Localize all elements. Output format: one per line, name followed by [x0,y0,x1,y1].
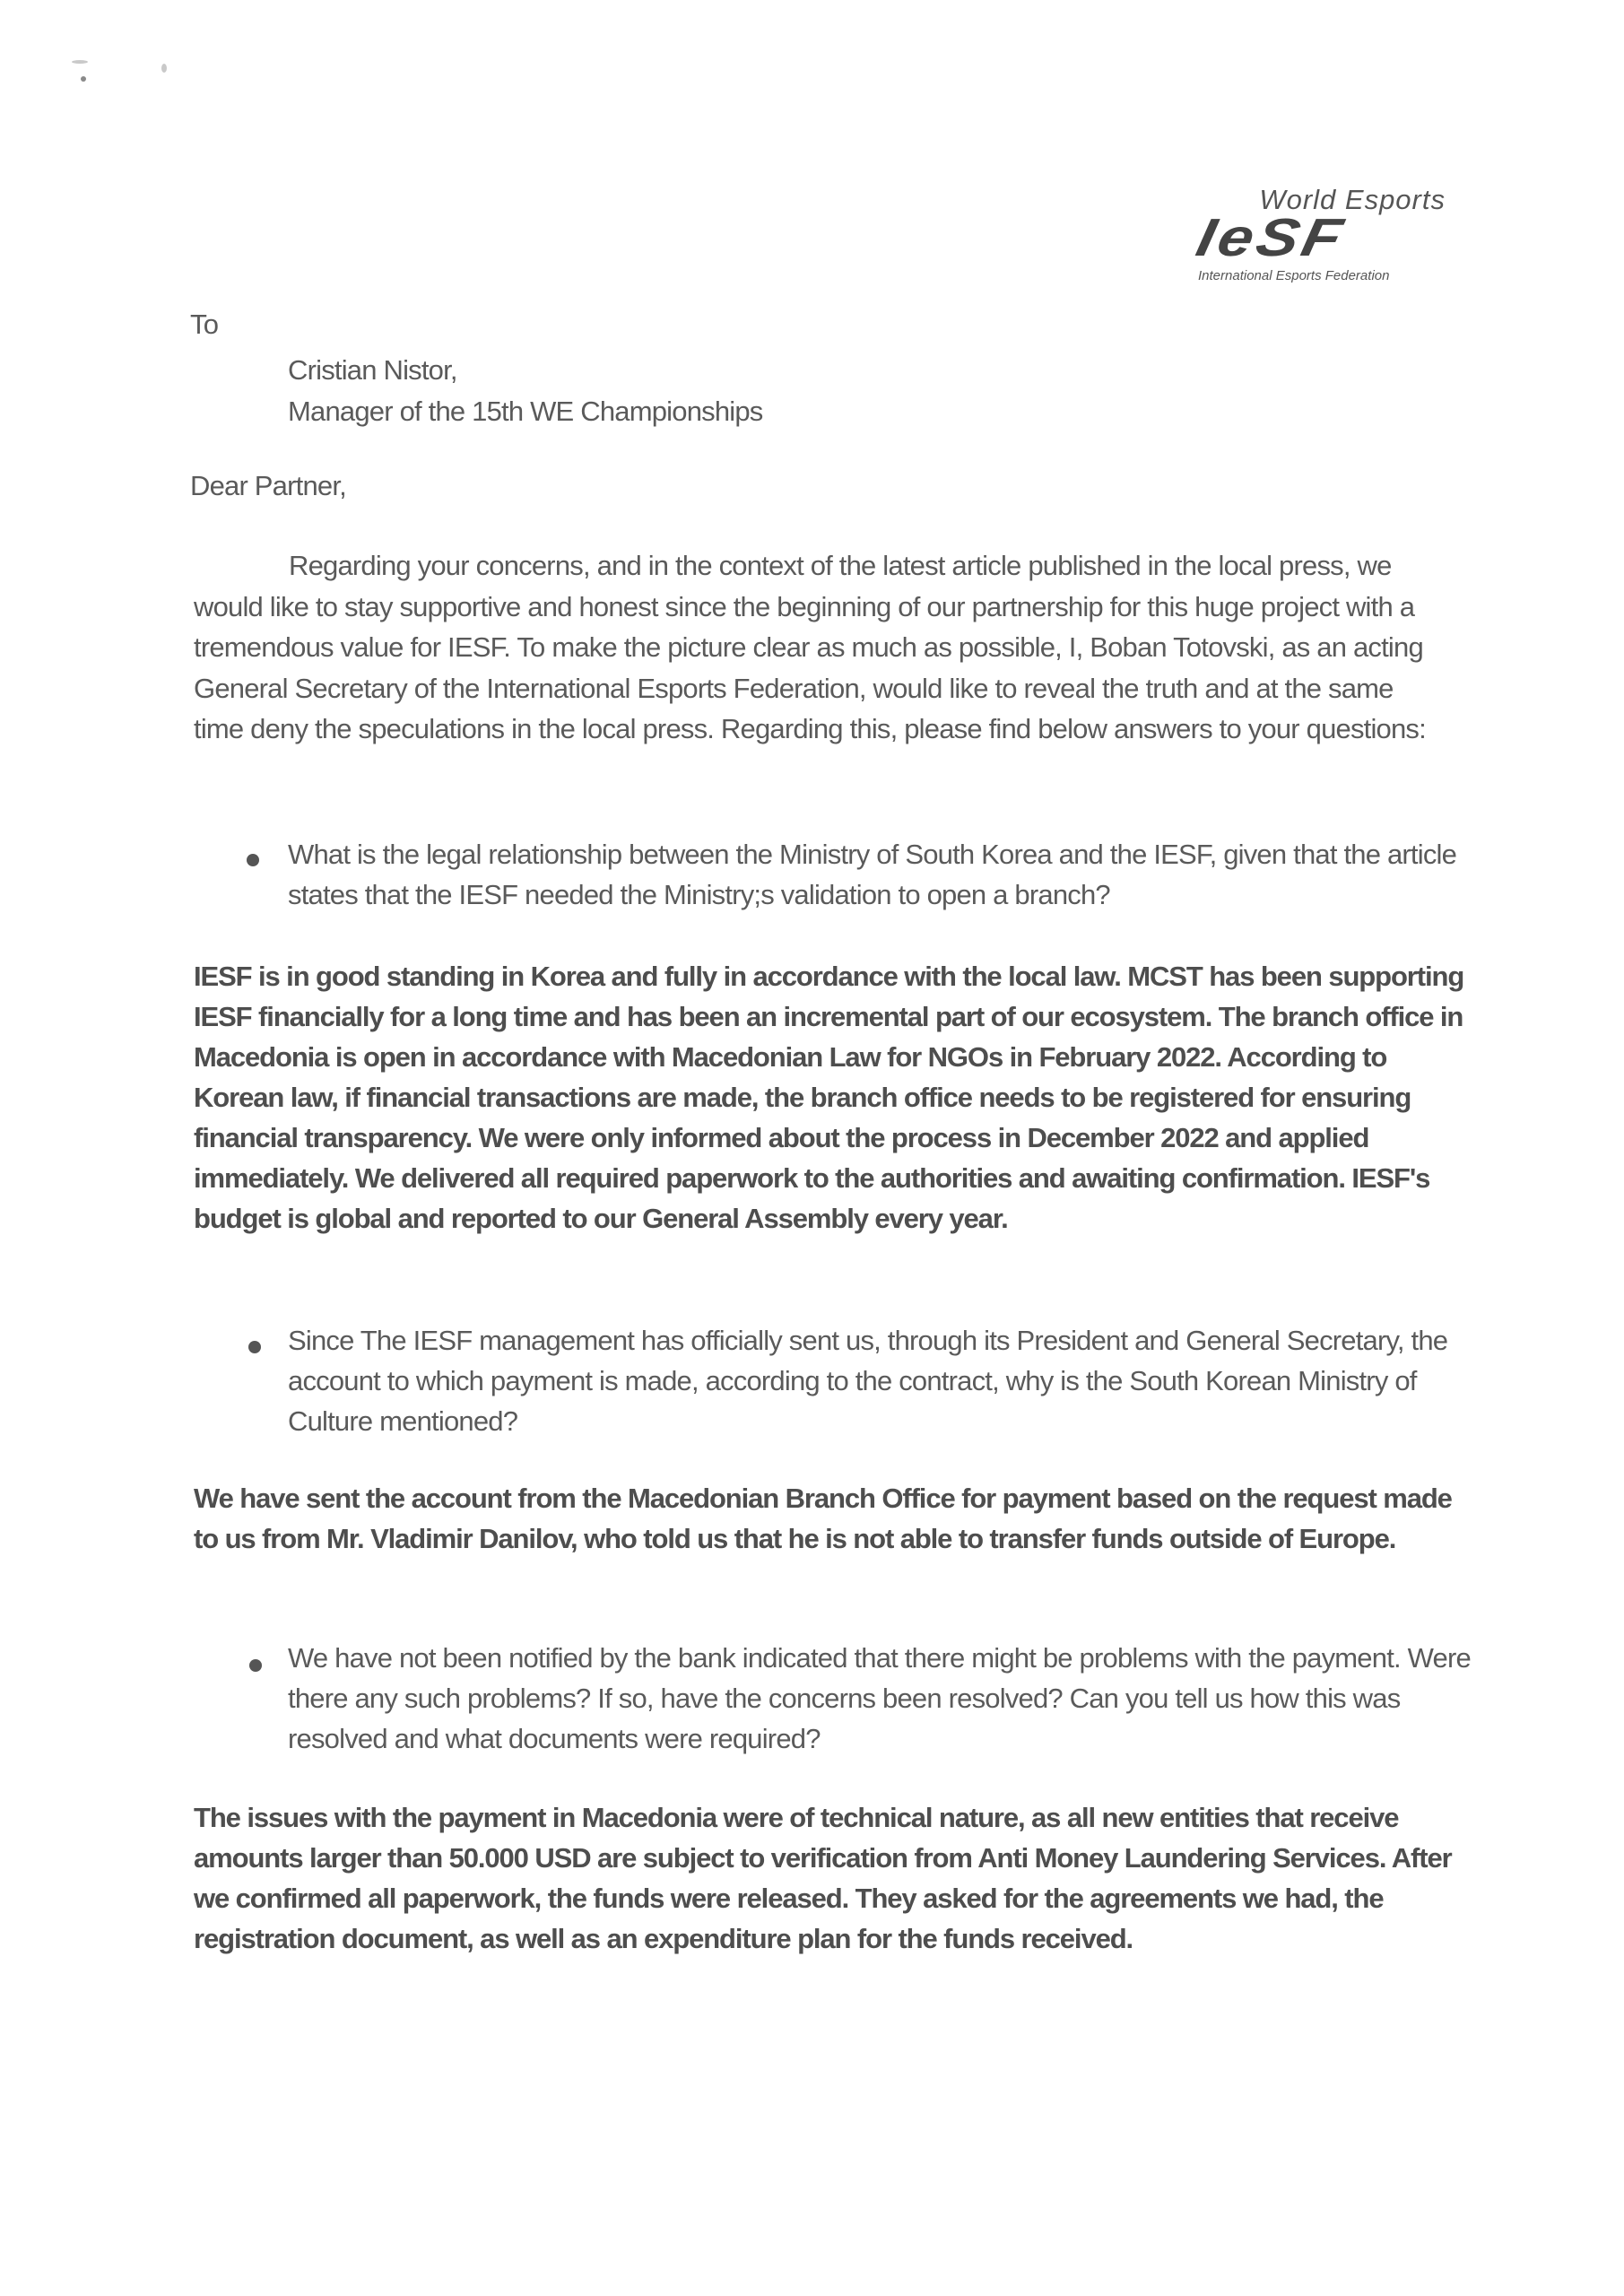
answer-1: IESF is in good standing in Korea and fully in accordance with the local law. MCST has been supporting IESF financially for a long time and has been an incremental part of our ecosystem. The branch office in Macedonia is open in accordance with Macedonian Law for NGOs in February 2022. According to Korean law, if financial transactions are made, the branch office needs to be registered for ensuring financial transparency. We were only informed about the process in December 2022 and applied immediately. We delivered all required paperwork to the authorities and awaiting confirmation. IESF's budget is global and reported to our General Assembly every year. [194,961,1464,1234]
question-1: What is the legal relationship between the Ministry of South Korea and the IESF, given that the article states that the IESF needed the Ministry;s validation to open a branch? [288,839,1457,910]
recipient-block [288,350,763,432]
logo-subtitle: International Esports Federation [1198,268,1390,283]
answer-3: The issues with the payment in Macedonia were of technical nature, as all new entities that receive amounts larger than 50.000 USD are subject to verification from Anti Money Laundering Services. After we confirmed all paperwork, the funds were released. They asked for the agreements we had, the registration document, as well as an expenditure plan for the funds received. [194,1802,1452,1954]
bullet-icon [249,1659,262,1672]
recipient-title: Manager of the 15th WE Championships [288,396,763,427]
bullet-icon [247,854,259,866]
logo-tagline: World Esports [1259,184,1446,215]
to-label: To [190,309,219,340]
salutation: Dear Partner, [190,470,346,501]
answer-2: We have sent the account from the Macedonian Branch Office for payment based on the request made to us from Mr. Vladimir Danilov, who told us that he is not able to transfer funds outside of Europe. [194,1483,1452,1554]
question-3: We have not been notified by the bank indicated that there might be problems with the payment. Were there any such problems? If so, have the concerns been resolved? Can you tell us how this was resolved and what documents were required? [288,1642,1471,1754]
iesf-logo [1193,184,1462,291]
intro-paragraph: Regarding your concerns, and in the context of the latest article published in the local press, we would like to stay supportive and honest since the beginning of our partnership for this huge project with a tremendous value for IESF. To make the picture clear as much as possible, I, Boban Totovski, as an acting General Secretary of the International Esports Federation, would like to reveal the truth and at the same time deny the speculations in the local press. Regarding this, please find below answers to your questions: [194,550,1426,744]
logo-wordmark: IeSF [1191,207,1351,267]
scan-artifact [72,58,188,94]
question-2: Since The IESF management has officially sent us, through its President and General Secretary, the account to which payment is made, according to the contract, why is the South Korean Ministry of Culture mentioned? [288,1325,1448,1437]
bullet-icon [248,1341,261,1353]
recipient-name: Cristian Nistor, [288,354,457,386]
